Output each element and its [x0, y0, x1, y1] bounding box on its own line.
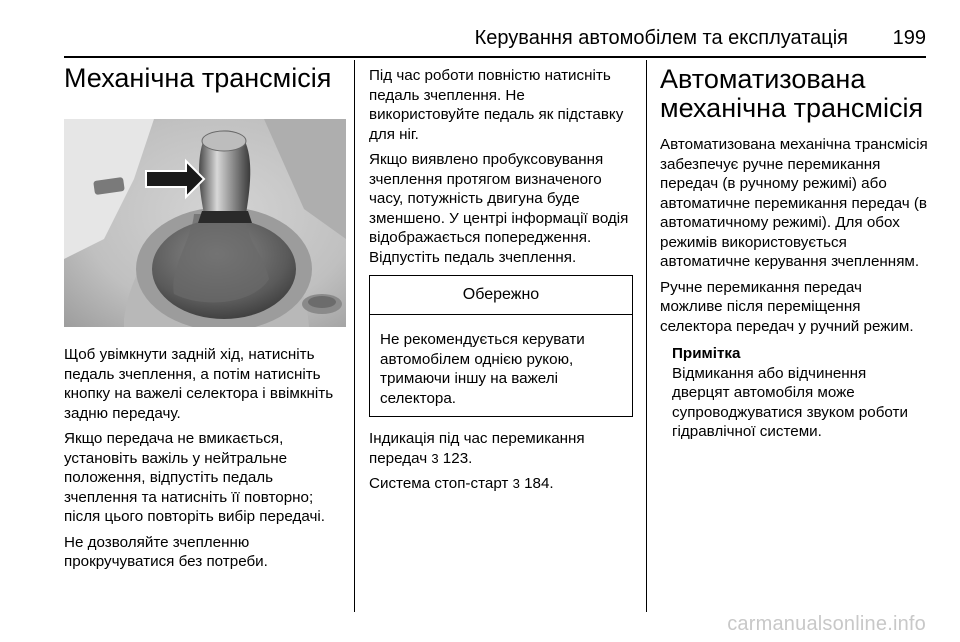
- note-block: [660, 344, 928, 442]
- ref-shift-indication[interactable]: [369, 429, 633, 468]
- col2-paragraph-1: Під час роботи повністю натисніть педаль зчеплення. Не використовуйте педаль як підставку для ніг.: [369, 67, 624, 143]
- col1-paragraph-2: Якщо передача не вмикається, установіть важіль у нейтральне положення, відпустіть педаль зчеплення та натисніть її повторно; після цього повторіть вибір передачі.: [64, 430, 325, 525]
- header-title: Керування автомобілем та експлуатація: [474, 27, 848, 49]
- caution-box: [369, 275, 633, 417]
- col1-paragraph-1: Щоб увімкнути задній хід, натисніть педаль зчеплення, а потім натисніть кнопку на важелі селектора і ввімкніть задню передачу.: [64, 346, 334, 422]
- gear-shift-lever-photo: [64, 119, 346, 327]
- page-number: 199: [892, 27, 926, 49]
- note-title: Примітка: [672, 345, 741, 362]
- col3-paragraph-2: Ручне перемикання передач можливе після переміщення селектора передач у ручний режим.: [660, 278, 914, 335]
- ref-text: Система стоп-старт: [369, 475, 513, 492]
- watermark: carmanualsonline.info: [727, 613, 926, 635]
- col2-paragraph-2: Якщо виявлено пробуксовування зчеплення протягом визначеного часу, потужність двигуна буде зменшено. У центрі інформації водія відображається попередження. Відпустіть педаль зчеплення.: [369, 151, 629, 266]
- page-ref-arrow-icon: 3: [512, 476, 520, 491]
- caution-body: [370, 315, 632, 416]
- column-2: [369, 60, 633, 500]
- ref-page: 123.: [438, 449, 473, 467]
- section-heading-manual-transmission: Механічна трансмісія: [64, 63, 332, 93]
- column-divider-1: [354, 60, 355, 612]
- column-1: [64, 60, 346, 578]
- header-rule: [64, 56, 926, 58]
- page-header: [64, 26, 926, 50]
- col3-paragraph-1: Автоматизована механічна трансмісія забезпечує ручне перемикання передач (в ручному режимі) або автоматичне перемикання передач (в автоматичному режимі). Для обох режимів використовується автоматичне керування зчепленням.: [660, 136, 928, 270]
- note-text: Відмикання або відчинення дверцят автомобіля може супроводжуватися звуком роботи гідравлічної системи.: [672, 364, 908, 440]
- ref-stop-start[interactable]: [369, 474, 633, 494]
- column-3: [660, 60, 928, 442]
- ref-page: 184.: [519, 475, 554, 492]
- column-divider-2: [646, 60, 647, 612]
- caution-title: Обережно: [370, 276, 632, 315]
- page-ref-arrow-icon: 3: [431, 450, 439, 466]
- section-heading-automated-manual: Автоматизована механічна трансмісія: [660, 64, 924, 123]
- col1-paragraph-3: Не дозволяйте зчепленню прокручуватися без потреби.: [64, 533, 268, 570]
- ref-text: Індикація під час перемикання передач: [369, 430, 585, 467]
- caution-text: Не рекомендується керувати автомобілем однією рукою, тримаючи іншу на важелі селектора.: [380, 331, 585, 407]
